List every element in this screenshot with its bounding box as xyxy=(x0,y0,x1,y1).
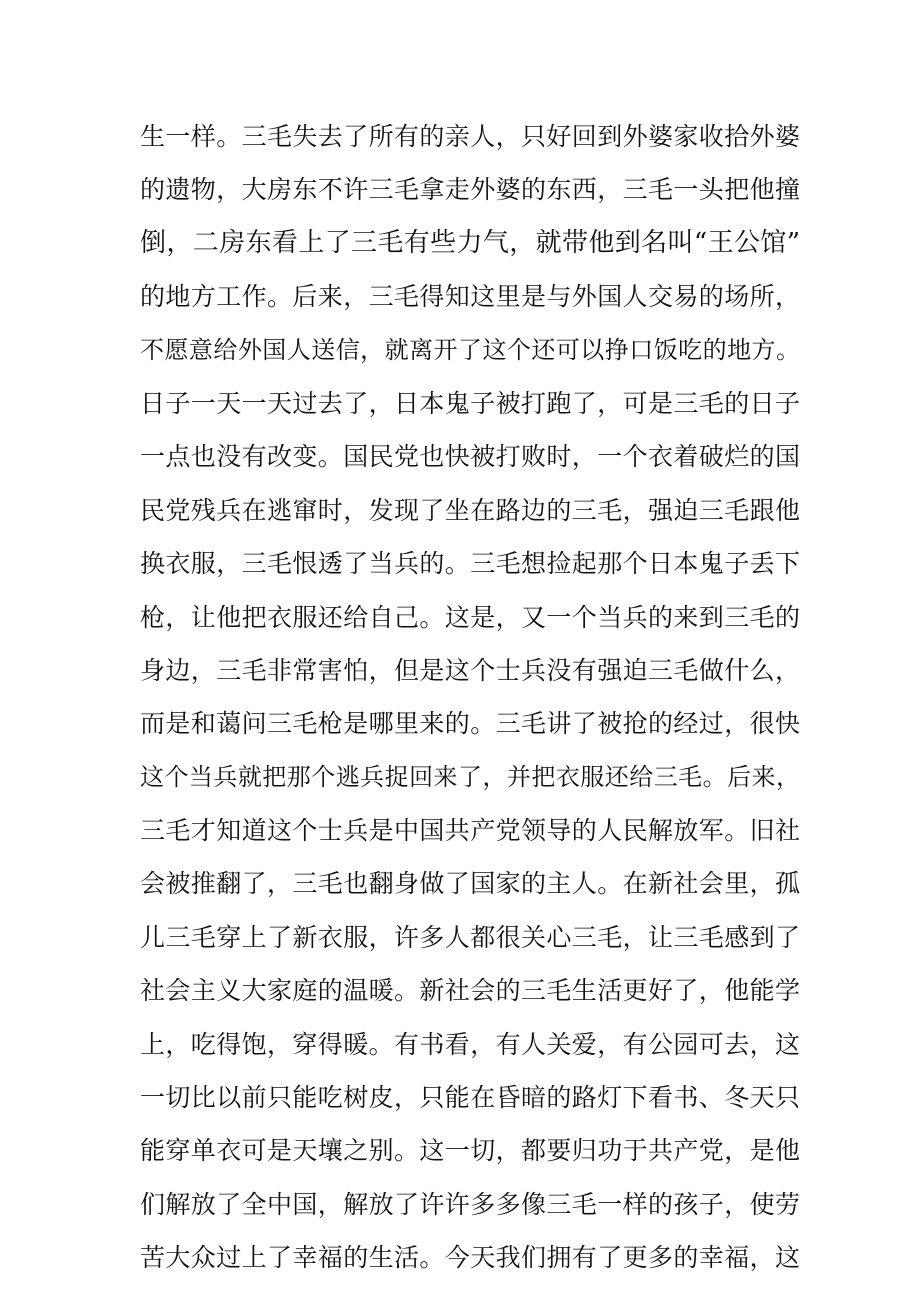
text-line: 枪，让他把衣服还给自己。这是，又一个当兵的来到三毛的 xyxy=(140,602,800,632)
text-line: 会被推翻了，三毛也翻身做了国家的主人。在新社会里，孤 xyxy=(140,869,800,899)
text-line: 不愿意给外国人送信，就离开了这个还可以挣口饭吃的地方。 xyxy=(140,335,800,364)
text-line: 一切比以前只能吃树皮，只能在昏暗的路灯下看书、冬天只 xyxy=(140,1083,800,1113)
text-line: 而是和蔼问三毛枪是哪里来的。三毛讲了被抢的经过，很快 xyxy=(140,709,800,739)
text-line: 这个当兵就把那个逃兵捉回来了，并把衣服还给三毛。后来， xyxy=(140,762,800,791)
text-line: 民党残兵在逃窜时，发现了坐在路边的三毛，强迫三毛跟他 xyxy=(140,495,800,525)
text-line: 的地方工作。后来，三毛得知这里是与外国人交易的场所， xyxy=(140,282,800,312)
text-line: 儿三毛穿上了新衣服，许多人都很关心三毛，让三毛感到了 xyxy=(140,922,800,952)
body-text xyxy=(140,110,800,1285)
text-line: 苦大众过上了幸福的生活。今天我们拥有了更多的幸福，这 xyxy=(140,1243,800,1273)
text-line: 的遗物，大房东不许三毛拿走外婆的东西，三毛一头把他撞 xyxy=(140,175,800,205)
text-line: 身边，三毛非常害怕，但是这个士兵没有强迫三毛做什么， xyxy=(140,655,800,685)
text-line: 生一样。三毛失去了所有的亲人，只好回到外婆家收拾外婆 xyxy=(140,122,800,151)
text-line: 日子一天一天过去了，日本鬼子被打跑了，可是三毛的日子 xyxy=(140,388,800,418)
text-line: 三毛才知道这个士兵是中国共产党领导的人民解放军。旧社 xyxy=(140,816,800,846)
text-line: 们解放了全中国，解放了许许多多像三毛一样的孩子，使劳 xyxy=(140,1189,800,1219)
text-line: 上，吃得饱，穿得暖。有书看，有人关爱，有公园可去，这 xyxy=(140,1029,800,1059)
text-line: 倒，二房东看上了三毛有些力气，就带他到名叫“王公馆” xyxy=(140,227,800,258)
text-line: 能穿单衣可是天壤之别。这一切，都要归功于共产党，是他 xyxy=(140,1136,800,1166)
text-line: 一点也没有改变。国民党也快被打败时，一个衣着破烂的国 xyxy=(140,442,800,472)
text-line: 换衣服，三毛恨透了当兵的。三毛想捡起那个日本鬼子丢下 xyxy=(140,549,800,579)
text-line: 社会主义大家庭的温暖。新社会的三毛生活更好了，他能学 xyxy=(140,976,800,1006)
